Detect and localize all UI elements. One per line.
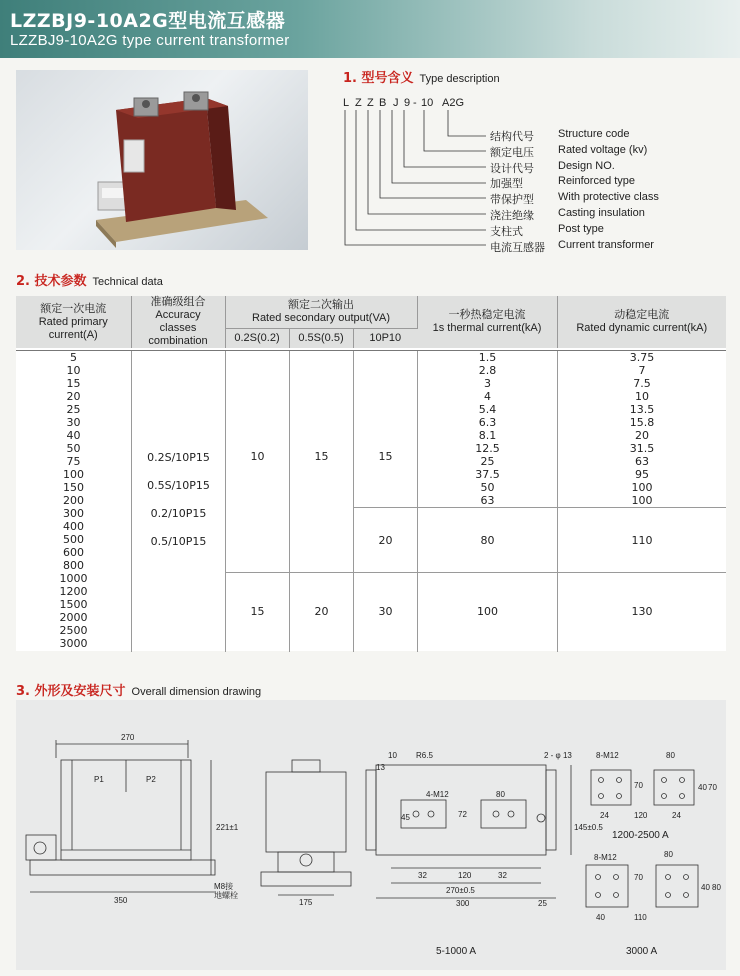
svg-text:4-M12: 4-M12 (426, 790, 449, 799)
table-cell: 500 (63, 533, 84, 546)
current-list (16, 351, 131, 650)
table-cell: 63 (480, 494, 495, 507)
g1-v10p: 15 (378, 450, 393, 463)
table-cell: 7.5 (633, 377, 651, 390)
dimension-drawing (16, 700, 726, 970)
table-cell: 15.8 (629, 416, 655, 429)
col-secondary-output: 额定二次输出 Rated secondary output(VA) (225, 296, 417, 328)
svg-text:40: 40 (596, 913, 605, 922)
section3-heading: 3. 外形及安装尺寸 Overall dimension drawing (16, 684, 262, 699)
table-cell: 50 (480, 481, 495, 494)
header-band (0, 0, 740, 58)
col-accuracy: 准确级组合 Accuracy classes combination (131, 296, 225, 348)
thermal-list (418, 351, 557, 507)
col-sub-02: 0.2S(0.2) (225, 328, 289, 348)
table-cell: 2000 (59, 611, 88, 624)
type-item: 加强型 Reinforced type (490, 175, 636, 190)
table-cell: 25 (66, 403, 81, 416)
table-cell: 5 (70, 351, 77, 364)
type-item: 浇注绝缘 Casting insulation (490, 207, 645, 222)
table-cell: 200 (63, 494, 84, 507)
svg-text:M8接: M8接 (214, 882, 234, 891)
table-cell: 12.5 (475, 442, 500, 455)
table-cell: 1.5 (478, 351, 497, 364)
table-cell: 400 (63, 520, 84, 533)
svg-text:72: 72 (458, 810, 467, 819)
svg-text:350: 350 (114, 896, 128, 905)
table-cell: 1500 (59, 598, 88, 611)
table-cell: 4 (484, 390, 491, 403)
table-cell: 25 (480, 455, 495, 468)
table-cell: 3 (484, 377, 491, 390)
svg-text:80: 80 (664, 850, 673, 859)
section2-heading: 2. 技术参数 Technical data (16, 274, 163, 289)
section1-heading: 1. 型号含义 Type description (343, 71, 500, 86)
table-cell: 600 (63, 546, 84, 559)
table-cell: 1000 (59, 572, 88, 585)
table-cell: 800 (63, 559, 84, 572)
dynamic-b: 110 (631, 534, 653, 547)
col-sub-05: 0.5S(0.5) (289, 328, 353, 348)
svg-text:2 - φ 13: 2 - φ 13 (544, 751, 572, 760)
table-cell: 95 (635, 468, 649, 481)
svg-text:24: 24 (600, 811, 609, 820)
table-cell: 8.1 (478, 429, 497, 442)
svg-text:70: 70 (634, 781, 643, 790)
thermal-c: 100 (477, 605, 498, 618)
dynamic-list (558, 351, 726, 507)
product-photo (16, 70, 308, 250)
svg-text:8-M12: 8-M12 (596, 751, 619, 760)
svg-text:24: 24 (672, 811, 681, 820)
col-thermal: 一秒热稳定电流 1s thermal current(kA) (417, 296, 557, 348)
dynamic-c: 130 (631, 605, 653, 618)
g1-v10p-b: 20 (378, 534, 393, 547)
svg-text:25: 25 (538, 899, 547, 908)
thermal-b: 80 (480, 534, 495, 547)
type-item: 结构代号 Structure code (490, 128, 630, 143)
type-item: 电流互感器 Current transformer (490, 239, 654, 254)
svg-text:80: 80 (496, 790, 505, 799)
col-rated-primary: 额定一次电流 Rated primary current(A) (16, 296, 131, 348)
svg-text:1200-2500 A: 1200-2500 A (612, 830, 669, 841)
table-cell: 40 (66, 429, 81, 442)
table-cell: 10 (66, 364, 81, 377)
svg-text:300: 300 (456, 899, 470, 908)
svg-text:10: 10 (388, 751, 397, 760)
table-cell: 100 (631, 481, 653, 494)
table-cell: 1200 (59, 585, 88, 598)
g2-v02: 15 (250, 605, 265, 618)
table-cell: 2.8 (478, 364, 497, 377)
type-item: 额定电压 Rated voltage (kv) (490, 144, 648, 159)
table-cell: 37.5 (475, 468, 500, 481)
table-cell: 50 (66, 442, 81, 455)
svg-text:120: 120 (634, 811, 648, 820)
svg-text:13: 13 (376, 763, 385, 772)
col-dynamic: 动稳定电流 Rated dynamic current(kA) (557, 296, 726, 348)
svg-text:40: 40 (698, 783, 707, 792)
table-cell: 13.5 (629, 403, 655, 416)
svg-text:45: 45 (401, 813, 410, 822)
technical-data-table (16, 296, 726, 651)
type-item: 支柱式 Post type (490, 223, 604, 238)
table-cell: 30 (66, 416, 81, 429)
svg-text:地螺栓: 地螺栓 (214, 891, 238, 900)
svg-text:40: 40 (701, 883, 710, 892)
table-cell: 2500 (59, 624, 88, 637)
svg-text:5-1000 A: 5-1000 A (436, 946, 477, 957)
type-leader-lines (340, 108, 500, 254)
table-cell: 20 (635, 429, 649, 442)
table-cell: 31.5 (629, 442, 655, 455)
table-cell: 100 (63, 468, 84, 481)
svg-text:80: 80 (712, 883, 721, 892)
type-item: 设计代号 Design NO. (490, 160, 615, 175)
g1-v05: 15 (314, 450, 329, 463)
svg-text:8-M12: 8-M12 (594, 853, 617, 862)
table-cell: 5.4 (478, 403, 497, 416)
svg-text:R6.5: R6.5 (416, 751, 433, 760)
table-cell: 75 (66, 455, 81, 468)
title-en: LZZBJ9-10A2G type current transformer (10, 32, 290, 49)
svg-text:P1: P1 (94, 775, 104, 784)
table-cell: 10 (635, 390, 649, 403)
svg-text:3000 A: 3000 A (626, 946, 658, 957)
svg-text:70: 70 (708, 783, 717, 792)
svg-text:175: 175 (299, 898, 313, 907)
table-cell: 15 (66, 377, 81, 390)
svg-text:221±1: 221±1 (216, 823, 239, 832)
table-cell: 150 (63, 481, 84, 494)
table-cell: 20 (66, 390, 81, 403)
svg-text:P2: P2 (146, 775, 156, 784)
accuracy-list: 0.2S/10P15 0.5S/10P15 0.2/10P15 0.5/10P15 (147, 451, 210, 548)
svg-text:110: 110 (634, 913, 647, 922)
title-cn: LZZBJ9-10A2G型电流互感器 (10, 10, 286, 32)
svg-text:270±0.5: 270±0.5 (446, 886, 475, 895)
type-item: 带保护型 With protective class (490, 191, 659, 206)
svg-text:270: 270 (121, 733, 135, 742)
svg-text:32: 32 (418, 871, 427, 880)
table-cell: 3000 (59, 637, 88, 650)
svg-text:120: 120 (458, 871, 472, 880)
g2-v05: 20 (314, 605, 329, 618)
table-cell: 3.75 (629, 351, 655, 364)
svg-text:32: 32 (498, 871, 507, 880)
col-sub-10p: 10P10 (353, 328, 417, 348)
table-cell: 6.3 (478, 416, 497, 429)
svg-text:145±0.5: 145±0.5 (574, 823, 603, 832)
table-cell: 300 (63, 507, 84, 520)
g2-v10p: 30 (378, 605, 393, 618)
table-cell: 63 (635, 455, 649, 468)
svg-text:80: 80 (666, 751, 675, 760)
table-cell: 7 (638, 364, 646, 377)
table-body (16, 350, 726, 651)
svg-text:70: 70 (634, 873, 643, 882)
table-cell: 100 (631, 494, 653, 507)
g1-v02: 10 (250, 450, 265, 463)
